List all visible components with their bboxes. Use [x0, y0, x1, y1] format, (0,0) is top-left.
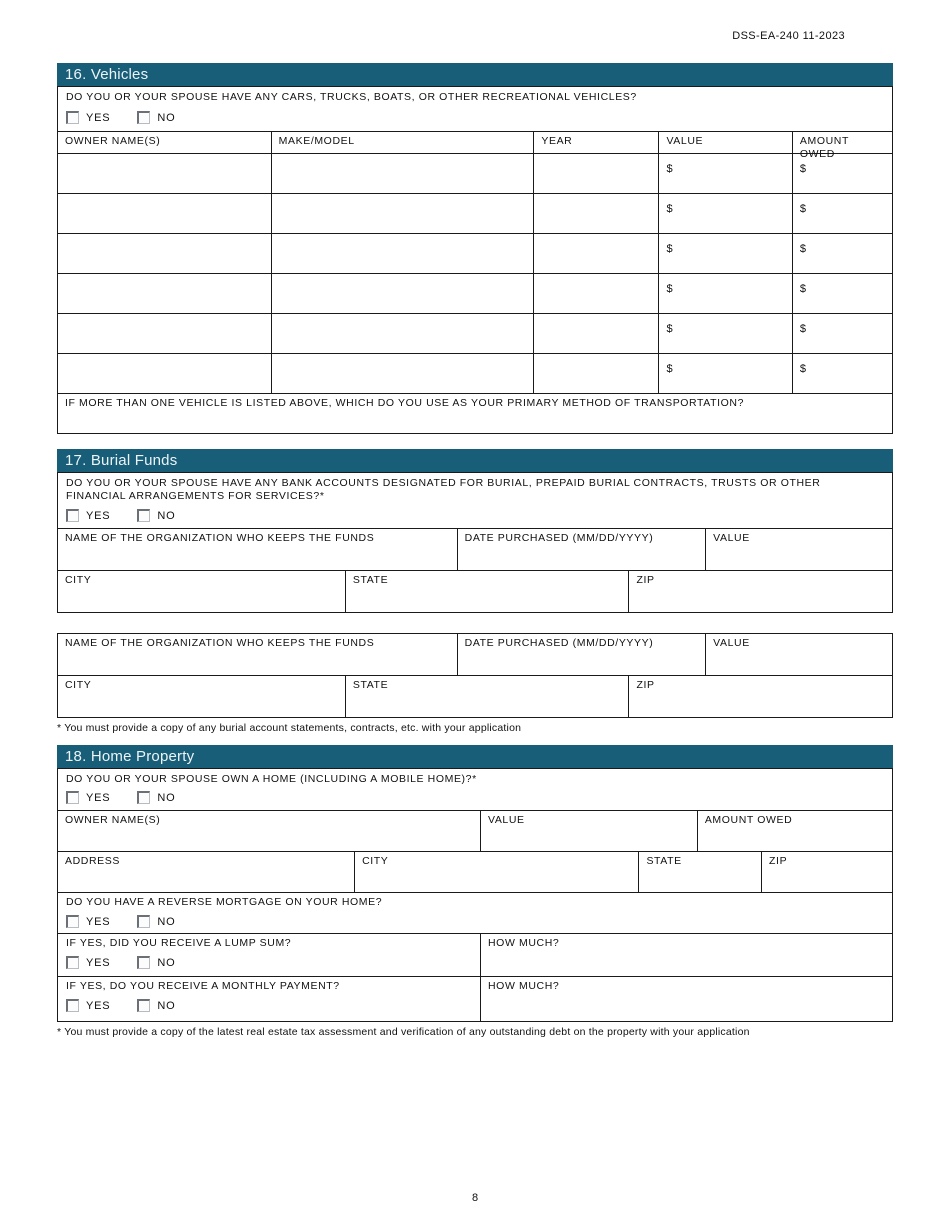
vehicle-value-input[interactable]: $: [658, 154, 791, 193]
col-value: VALUE: [658, 132, 791, 153]
burial-date-purchased-field[interactable]: DATE PURCHASED (MM/DD/YYYY): [457, 634, 706, 675]
monthly-no-group: [137, 999, 175, 1012]
section-home-header: 18. Home Property: [57, 745, 893, 768]
burial-org-name-field[interactable]: NAME OF THE ORGANIZATION WHO KEEPS THE FUNDS: [65, 532, 375, 544]
burial-org-block: [57, 633, 893, 718]
lump-yes-label: YES: [86, 956, 111, 969]
vehicles-yes-checkbox[interactable]: [66, 111, 79, 124]
col-year: YEAR: [533, 132, 658, 153]
burial-org-name-field[interactable]: NAME OF THE ORGANIZATION WHO KEEPS THE FUNDS: [65, 637, 375, 649]
lump-no-group: [137, 956, 175, 969]
home-yes-label: YES: [86, 791, 111, 804]
vehicles-yes-no-row: [66, 111, 884, 124]
section-vehicles-header: 16. Vehicles: [57, 63, 893, 86]
burial-state-field[interactable]: STATE: [345, 571, 629, 612]
vehicle-value-input[interactable]: $: [658, 314, 791, 353]
vehicle-value-input[interactable]: $: [658, 354, 791, 393]
home-address-field[interactable]: ADDRESS: [65, 855, 120, 867]
monthly-payment-row: [58, 976, 892, 1021]
vehicle-year-input[interactable]: [533, 314, 658, 353]
home-city-field[interactable]: CITY: [354, 852, 638, 892]
vehicle-table-row: [58, 353, 892, 393]
burial-footnote: * You must provide a copy of any burial account statements, contracts, etc. with your application: [57, 722, 522, 734]
lump-sum-question: IF YES, DID YOU RECEIVE A LUMP SUM?: [66, 937, 292, 949]
vehicle-owner-input[interactable]: [58, 274, 271, 313]
vehicle-table-row: [58, 153, 892, 193]
vehicles-no-group: [137, 111, 175, 124]
home-yes-no-row: [66, 791, 884, 804]
vehicle-year-input[interactable]: [533, 354, 658, 393]
burial-question: DO YOU OR YOUR SPOUSE HAVE ANY BANK ACCOUNTS DESIGNATED FOR BURIAL, PREPAID BURIAL CONTRACTS, TRUSTS OR OTHER FINANCIAL ARRANGEMENTS FOR SERVICES?*: [66, 477, 821, 502]
monthly-yes-label: YES: [86, 999, 111, 1012]
vehicles-no-label: NO: [157, 111, 176, 124]
section-vehicles: [57, 63, 893, 434]
vehicles-yes-label: YES: [86, 111, 111, 124]
home-value-field[interactable]: VALUE: [480, 811, 697, 851]
home-question: DO YOU OR YOUR SPOUSE OWN A HOME (INCLUDING A MOBILE HOME)?*: [66, 773, 477, 785]
burial-city-field[interactable]: CITY: [65, 574, 92, 586]
home-no-label: NO: [157, 791, 176, 804]
home-box: [57, 768, 893, 1022]
vehicle-table-row: [58, 193, 892, 233]
section-burial-funds: [57, 449, 893, 735]
home-question-block: [58, 769, 892, 810]
lump-no-checkbox[interactable]: [137, 956, 150, 969]
burial-org-row: [58, 634, 892, 675]
burial-state-field[interactable]: STATE: [345, 676, 629, 717]
vehicle-year-input[interactable]: [533, 234, 658, 273]
reverse-mortgage-yes-no-row: [66, 915, 884, 928]
home-owner-row: [58, 810, 892, 851]
burial-zip-field[interactable]: ZIP: [628, 571, 892, 612]
lump-yes-checkbox[interactable]: [66, 956, 79, 969]
lump-sum-how-much-field[interactable]: HOW MUCH?: [480, 934, 892, 976]
lump-sum-block: [58, 934, 480, 976]
vehicle-table-row: [58, 313, 892, 353]
home-no-group: [137, 791, 175, 804]
vehicle-owed-input[interactable]: $: [792, 154, 892, 193]
home-yes-checkbox[interactable]: [66, 791, 79, 804]
vehicle-make-input[interactable]: [271, 314, 534, 353]
vehicle-table-row: [58, 273, 892, 313]
vehicle-make-input[interactable]: [271, 194, 534, 233]
vehicle-value-input[interactable]: $: [658, 194, 791, 233]
reverse-yes-group: [66, 915, 110, 928]
vehicle-value-input[interactable]: $: [658, 274, 791, 313]
vehicle-make-input[interactable]: [271, 154, 534, 193]
primary-transport-row[interactable]: [58, 393, 892, 433]
burial-zip-field[interactable]: ZIP: [628, 676, 892, 717]
burial-city-row: [58, 675, 892, 717]
form-number: DSS-EA-240 11-2023: [732, 30, 845, 42]
vehicle-owed-input[interactable]: $: [792, 354, 892, 393]
burial-city-row: [58, 570, 892, 612]
reverse-no-group: [137, 915, 175, 928]
col-make-model: MAKE/MODEL: [271, 132, 534, 153]
burial-no-checkbox[interactable]: [137, 509, 150, 522]
reverse-yes-label: YES: [86, 915, 111, 928]
vehicle-owed-input[interactable]: $: [792, 194, 892, 233]
section-burial-header: 17. Burial Funds: [57, 449, 893, 472]
reverse-mortgage-block: [58, 893, 892, 933]
vehicle-value-input[interactable]: $: [658, 234, 791, 273]
monthly-no-label: NO: [157, 999, 176, 1012]
monthly-payment-block: [58, 977, 480, 1021]
vehicles-table-header-row: [58, 131, 892, 160]
burial-value-field[interactable]: VALUE: [705, 529, 892, 570]
vehicle-owner-input[interactable]: [58, 234, 271, 273]
vehicle-owner-input[interactable]: [58, 194, 271, 233]
lump-sum-row: [58, 933, 892, 976]
vehicle-owner-input[interactable]: [58, 354, 271, 393]
monthly-yes-no-row: [66, 999, 472, 1012]
burial-date-purchased-field[interactable]: DATE PURCHASED (MM/DD/YYYY): [457, 529, 706, 570]
home-state-field[interactable]: STATE: [638, 852, 761, 892]
burial-yes-no-row: [66, 509, 884, 522]
reverse-no-label: NO: [157, 915, 176, 928]
burial-yes-checkbox[interactable]: [66, 509, 79, 522]
reverse-mortgage-question: DO YOU HAVE A REVERSE MORTGAGE ON YOUR HOME?: [66, 896, 383, 908]
vehicles-box: [57, 86, 893, 434]
home-no-checkbox[interactable]: [137, 791, 150, 804]
monthly-how-much-field[interactable]: HOW MUCH?: [480, 977, 892, 1021]
monthly-no-checkbox[interactable]: [137, 999, 150, 1012]
vehicle-table-row: [58, 233, 892, 273]
page-number: 8: [471, 1192, 479, 1204]
vehicle-owner-input[interactable]: [58, 154, 271, 193]
lump-no-label: NO: [157, 956, 176, 969]
vehicle-owed-input[interactable]: $: [792, 314, 892, 353]
vehicle-make-input[interactable]: [271, 274, 534, 313]
form-content: [57, 63, 893, 1039]
burial-yes-group: [66, 509, 110, 522]
col-amount-owed: AMOUNT OWED: [792, 132, 892, 153]
burial-org-block: [57, 529, 893, 613]
burial-yes-label: YES: [86, 509, 111, 522]
col-owner-names: OWNER NAME(S): [65, 135, 161, 147]
burial-no-group: [137, 509, 175, 522]
home-owner-field[interactable]: OWNER NAME(S): [65, 814, 161, 826]
burial-city-field[interactable]: CITY: [65, 679, 92, 691]
vehicle-year-input[interactable]: [533, 154, 658, 193]
vehicles-question-block: [58, 87, 892, 131]
vehicle-year-input[interactable]: [533, 274, 658, 313]
vehicle-owner-input[interactable]: [58, 314, 271, 353]
monthly-yes-checkbox[interactable]: [66, 999, 79, 1012]
burial-question-block: [57, 472, 893, 529]
vehicle-year-input[interactable]: [533, 194, 658, 233]
primary-transport-question: IF MORE THAN ONE VEHICLE IS LISTED ABOVE, WHICH DO YOU USE AS YOUR PRIMARY METHOD OF TRANSPORTATION?: [65, 397, 745, 409]
vehicle-make-input[interactable]: [271, 354, 534, 393]
monthly-payment-question: IF YES, DO YOU RECEIVE A MONTHLY PAYMENT?: [66, 980, 340, 992]
section-home-property: [57, 745, 893, 1039]
home-yes-group: [66, 791, 110, 804]
reverse-yes-checkbox[interactable]: [66, 915, 79, 928]
reverse-no-checkbox[interactable]: [137, 915, 150, 928]
home-address-row: [58, 851, 892, 892]
lump-sum-yes-no-row: [66, 956, 472, 969]
vehicle-owed-input[interactable]: $: [792, 274, 892, 313]
home-amount-owed-field[interactable]: AMOUNT OWED: [697, 811, 892, 851]
vehicles-yes-group: [66, 111, 110, 124]
vehicles-no-checkbox[interactable]: [137, 111, 150, 124]
lump-yes-group: [66, 956, 110, 969]
burial-value-field[interactable]: VALUE: [705, 634, 892, 675]
home-zip-field[interactable]: ZIP: [761, 852, 892, 892]
vehicle-make-input[interactable]: [271, 234, 534, 273]
home-footnote: * You must provide a copy of the latest real estate tax assessment and verification of any outstanding debt on the property with your application: [57, 1026, 750, 1038]
reverse-mortgage-row: [58, 892, 892, 933]
vehicles-question: DO YOU OR YOUR SPOUSE HAVE ANY CARS, TRUCKS, BOATS, OR OTHER RECREATIONAL VEHICLES?: [66, 91, 637, 103]
burial-org-row: [58, 529, 892, 570]
burial-no-label: NO: [157, 509, 176, 522]
monthly-yes-group: [66, 999, 110, 1012]
vehicle-owed-input[interactable]: $: [792, 234, 892, 273]
